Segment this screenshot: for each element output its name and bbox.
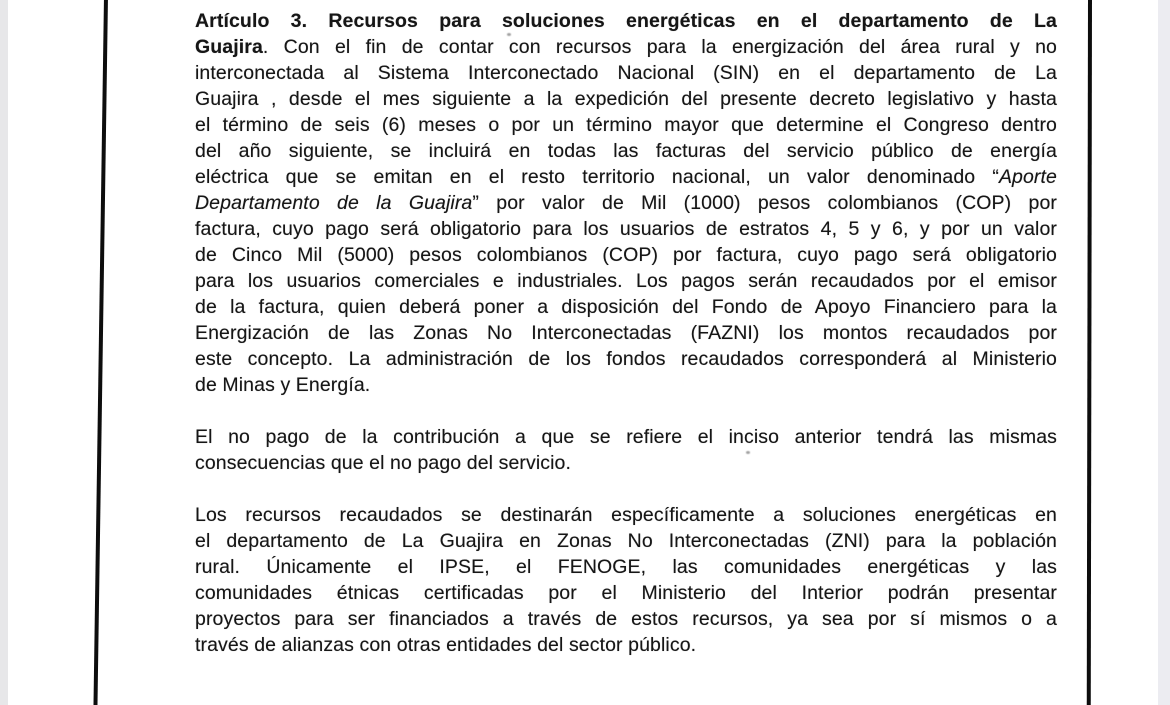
text-run: factura, cuyo pago será obligatorio para los usuarios de estratos 4, 5 y 6, y por un valor [195, 218, 1057, 240]
text-run: ” por valor de Mil (1000) pesos colombianos (COP) por [472, 192, 1057, 214]
text-line [195, 34, 1057, 60]
text-line [195, 190, 1057, 216]
text-line [195, 294, 1057, 320]
text-line [195, 424, 1057, 450]
text-run: . Con el fin de contar con recursos para la energización del área rural y no [262, 36, 1057, 58]
text-line [195, 138, 1057, 164]
text-line [195, 242, 1057, 268]
text-line [195, 112, 1057, 138]
text-run: rural. Únicamente el IPSE, el FENOGE, las comunidades energéticas y las [195, 556, 1057, 578]
table-border-right [1087, 0, 1092, 705]
text-run: Los recursos recaudados se destinarán específicamente a soluciones energéticas en [195, 504, 1057, 526]
paragraph-destinacion-recursos [195, 502, 1057, 658]
text-line [195, 346, 1057, 372]
text-run: Departamento de la Guajira [195, 192, 473, 214]
text-run: Energización de las Zonas No Interconectadas (FAZNI) los montos recaudados por [195, 322, 1057, 344]
text-line [195, 86, 1057, 112]
text-run: Artículo 3. Recursos para soluciones energéticas en el departamento de La [195, 10, 1057, 32]
paragraph-articulo-3 [195, 8, 1057, 398]
text-line [195, 580, 1057, 606]
text-line [195, 372, 1057, 398]
text-line [195, 216, 1057, 242]
text-run: de la factura, quien deberá poner a disposición del Fondo de Apoyo Financiero para la [195, 296, 1057, 318]
paragraph-inciso-no-pago [195, 424, 1057, 476]
text-line [195, 632, 1057, 658]
text-run: proyectos para ser financiados a través de estos recursos, ya sea por sí mismos o a [195, 608, 1057, 630]
text-run: el término de seis (6) meses o por un término mayor que determine el Congreso dentro [195, 114, 1057, 136]
text-line [195, 8, 1057, 34]
text-line [195, 320, 1057, 346]
text-run: del año siguiente, se incluirá en todas las facturas del servicio público de energía [195, 140, 1057, 162]
text-run: para los usuarios comerciales e industriales. Los pagos serán recaudados por el emisor [195, 270, 1057, 292]
document-body [195, 8, 1057, 658]
text-line [195, 268, 1057, 294]
scan-edge-left [0, 0, 8, 705]
text-run: Guajira [195, 36, 263, 58]
text-line [195, 554, 1057, 580]
text-line [195, 164, 1057, 190]
table-border-left [93, 0, 108, 705]
text-run: interconectada al Sistema Interconectado Nacional (SIN) en el departamento de La [195, 62, 1057, 84]
text-run: consecuencias que el no pago del servicio. [195, 452, 572, 474]
text-run: de Cinco Mil (5000) pesos colombianos (COP) por factura, cuyo pago será obligatorio [195, 244, 1057, 266]
scan-speck [746, 451, 750, 454]
text-run: través de alianzas con otras entidades del sector público. [195, 634, 697, 656]
scan-edge-right [1158, 0, 1170, 705]
text-run: El no pago de la contribución a que se refiere el inciso anterior tendrá las mismas [195, 426, 1057, 448]
text-run: de Minas y Energía. [195, 374, 371, 396]
text-run: Guajira , desde el mes siguiente a la expedición del presente decreto legislativo y hasta [195, 88, 1057, 110]
text-run: Aporte [998, 166, 1057, 188]
scan-speck [507, 33, 511, 36]
text-line [195, 606, 1057, 632]
text-run: eléctrica que se emitan en el resto territorio nacional, un valor denominado “ [195, 166, 999, 188]
text-line [195, 450, 1057, 476]
text-line [195, 528, 1057, 554]
text-run: comunidades étnicas certificadas por el Ministerio del Interior podrán presentar [195, 582, 1057, 604]
text-line [195, 502, 1057, 528]
text-run: el departamento de La Guajira en Zonas No Interconectadas (ZNI) para la población [195, 530, 1057, 552]
text-line [195, 60, 1057, 86]
text-run: este concepto. La administración de los fondos recaudados corresponderá al Ministerio [195, 348, 1057, 370]
